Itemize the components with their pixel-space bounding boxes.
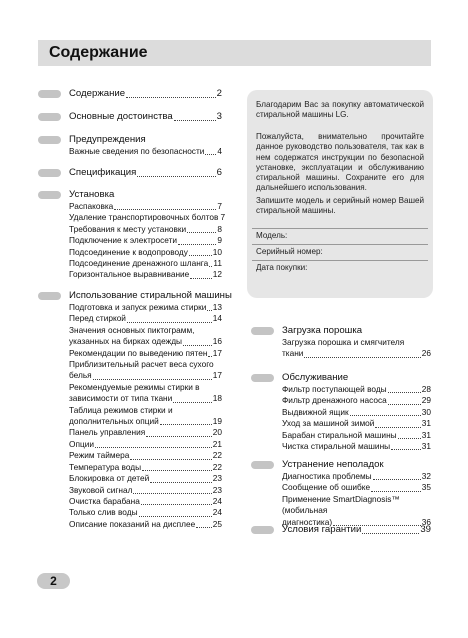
- toc-page-number: 10: [212, 246, 222, 257]
- toc-section-title: Обслуживание: [282, 372, 349, 383]
- toc-page-number: 28: [421, 384, 431, 394]
- toc-section-heading[interactable]: [38, 111, 222, 123]
- toc-entry-label-cont: указанных на бирках одежды: [69, 336, 183, 347]
- dot-leader: [196, 526, 212, 528]
- toc-page-number: 25: [212, 518, 222, 529]
- dot-leader: [178, 243, 216, 245]
- toc-entry-label: Требования к месту установки: [69, 223, 187, 234]
- toc-entry-label: Подсоединение к водопроводу: [69, 246, 188, 257]
- toc-page-number: 3: [216, 111, 222, 122]
- dot-leader: [160, 423, 212, 425]
- dot-leader: [207, 309, 211, 311]
- toc-entry-label: Применение SmartDiagnosis™ (мобильная: [282, 493, 400, 516]
- toc-page-number: 20: [212, 427, 222, 438]
- toc-entry[interactable]: [69, 507, 222, 518]
- toc-entry-label: Подготовка и запуск режима стирки: [69, 302, 207, 312]
- dot-leader: [183, 344, 212, 346]
- toc-entry-label: Звуковой сигнал: [69, 484, 133, 495]
- toc-section: [251, 524, 431, 536]
- toc-page-number: 4: [217, 146, 222, 156]
- toc-page-number: 29: [421, 395, 431, 406]
- toc-page-number: 22: [212, 450, 222, 461]
- toc-page-number: 13: [212, 302, 222, 312]
- dot-leader: [137, 175, 215, 177]
- dot-leader: [373, 478, 421, 480]
- dot-leader: [187, 231, 216, 233]
- toc-page-number: 7: [217, 201, 222, 211]
- toc-section-heading[interactable]: [251, 524, 431, 536]
- info-thanks: Благодарим Вас за покупку автоматической стиральной машины LG.: [256, 100, 424, 120]
- toc-page-number: 19: [212, 416, 222, 427]
- section-bullet-icon: [38, 169, 61, 177]
- toc-entry[interactable]: [69, 247, 222, 258]
- toc-entry[interactable]: [69, 450, 222, 461]
- toc-entry[interactable]: [69, 427, 222, 438]
- toc-section-heading[interactable]: [251, 459, 431, 471]
- dot-leader: [304, 356, 420, 358]
- toc-page-number: 39: [420, 524, 431, 535]
- section-bullet-icon: [251, 526, 274, 534]
- toc-entry-label: Загрузка порошка и смягчителя: [282, 337, 405, 347]
- dot-leader: [93, 378, 212, 380]
- toc-entry-label: Блокировка от детей: [69, 473, 150, 484]
- dot-leader: [142, 469, 212, 471]
- dot-leader: [173, 401, 211, 403]
- toc-page-number: 24: [212, 495, 222, 506]
- toc-entry[interactable]: [69, 382, 222, 405]
- section-bullet-icon: [251, 461, 274, 469]
- toc-page-number: 31: [421, 441, 431, 452]
- toc-section: [251, 325, 431, 360]
- section-bullet-icon: [38, 90, 61, 98]
- section-bullet-icon: [38, 113, 61, 121]
- toc-entry[interactable]: [69, 519, 222, 530]
- toc-page-number: 24: [212, 507, 222, 518]
- toc-entry-label: Диагностика проблемы: [282, 471, 372, 481]
- dot-leader: [388, 391, 421, 393]
- dot-leader: [375, 426, 420, 428]
- toc-entry[interactable]: [69, 325, 222, 348]
- toc-entry[interactable]: [282, 418, 431, 429]
- toc-entry[interactable]: [69, 485, 222, 496]
- dot-leader: [150, 481, 212, 483]
- toc-page-number: 23: [212, 484, 222, 495]
- toc-entry[interactable]: [282, 471, 431, 482]
- dot-leader: [130, 458, 211, 460]
- toc-section-title: Спецификация: [69, 167, 137, 178]
- section-bullet-icon: [38, 136, 61, 144]
- toc-page-number: 32: [421, 471, 431, 481]
- toc-section-heading[interactable]: [38, 167, 222, 179]
- toc-section-heading[interactable]: [38, 134, 222, 146]
- toc-section-heading[interactable]: [38, 290, 232, 302]
- toc-section: [38, 189, 226, 281]
- dot-leader: [95, 446, 212, 448]
- toc-page-number: 26: [421, 348, 431, 359]
- serial-field: Серийный номер:: [252, 244, 428, 257]
- toc-entry-label: Перед стиркой: [69, 313, 126, 324]
- toc-entry[interactable]: [69, 405, 222, 428]
- toc-section: [38, 111, 222, 123]
- toc-entry-label-cont: диагностика): [282, 516, 333, 527]
- section-bullet-icon: [38, 191, 61, 199]
- toc-page-number: 36: [421, 516, 431, 527]
- toc-entry[interactable]: [282, 395, 431, 406]
- toc-entry-label: Только слив воды: [69, 507, 138, 518]
- toc-entry-label: Описание показаний на дисплее: [69, 518, 196, 529]
- toc-section-heading[interactable]: [251, 325, 431, 337]
- toc-entry-label: Барабан стиральной машины: [282, 429, 397, 440]
- toc-page-number: 2: [216, 88, 222, 99]
- toc-entry[interactable]: [69, 439, 222, 450]
- toc-entry[interactable]: [69, 462, 222, 473]
- toc-section-heading[interactable]: [38, 189, 222, 201]
- page-title: Содержание: [49, 44, 148, 61]
- toc-entry-label: Опции: [69, 438, 94, 449]
- dot-leader: [126, 96, 216, 98]
- dot-leader: [141, 503, 212, 505]
- toc-page-number: 30: [421, 406, 431, 417]
- toc-page-number: 17: [212, 370, 222, 381]
- toc-entry-label-cont: белья: [69, 370, 92, 381]
- section-bullet-icon: [251, 374, 274, 382]
- toc-section: [38, 134, 222, 157]
- dot-leader: [388, 403, 421, 405]
- toc-section-title: Основные достоинства: [69, 111, 173, 122]
- toc-entry-label: Удаление транспортировочных болтов: [69, 212, 219, 223]
- toc-entry[interactable]: [282, 407, 431, 418]
- toc-entry[interactable]: [69, 348, 222, 359]
- toc-entry[interactable]: [69, 258, 222, 269]
- toc-section-title: Установка: [69, 189, 115, 200]
- toc-entry-label: Панель управления: [69, 427, 146, 438]
- toc-section-heading[interactable]: [38, 88, 222, 100]
- toc-entry[interactable]: [282, 494, 431, 528]
- toc-section-title: Устранение неполадок: [282, 459, 384, 470]
- toc-page-number: 31: [421, 418, 431, 429]
- toc-page-number: 16: [212, 336, 222, 347]
- toc-entry-label: Чистка стиральной машины: [282, 441, 391, 452]
- toc-page-number: 6: [216, 167, 222, 178]
- toc-entry[interactable]: [282, 384, 431, 395]
- toc-entry-label-cont: ткани: [282, 348, 304, 359]
- toc-page-number: 14: [212, 313, 222, 324]
- toc-entry-label: Важные сведения по безопасности: [69, 146, 205, 156]
- toc-entry[interactable]: [69, 224, 222, 235]
- toc-section-title: Содержание: [69, 88, 126, 99]
- dot-leader: [209, 265, 212, 267]
- toc-entry-label: Рекомендации по выведению пятен: [69, 347, 208, 358]
- page-number: 2: [50, 574, 57, 588]
- toc-entry-label: Выдвижной ящик: [282, 406, 349, 417]
- toc-page-number: 18: [212, 393, 222, 404]
- toc-page-number: 9: [217, 235, 222, 246]
- toc-page-number: 17: [212, 347, 222, 358]
- toc-section-title: Загрузка порошка: [282, 325, 363, 336]
- dot-leader: [190, 277, 211, 279]
- toc-entry[interactable]: [282, 482, 431, 493]
- toc-entry-label-cont: зависимости от типа ткани: [69, 393, 173, 404]
- dot-leader: [205, 153, 216, 155]
- dot-leader: [362, 532, 419, 534]
- dot-leader: [371, 490, 421, 492]
- toc-section-title: Использование стиральной машины: [69, 290, 232, 301]
- info-record-serial: Запишите модель и серийный номер Вашей стиральной машины.: [256, 196, 424, 216]
- toc-entry[interactable]: [69, 269, 222, 280]
- dot-leader: [174, 119, 216, 121]
- toc-section-title: Предупреждения: [69, 134, 146, 145]
- toc-entry-label: Таблица режимов стирки и: [69, 404, 173, 415]
- toc-entry[interactable]: [69, 473, 222, 484]
- toc-entry-label: Приблизительный расчет веса сухого: [69, 359, 214, 370]
- toc-section: [251, 372, 431, 452]
- toc-section: [38, 88, 222, 100]
- toc-entry-label: Распаковка: [69, 201, 114, 211]
- dot-leader: [139, 515, 212, 517]
- section-bullet-icon: [251, 327, 274, 335]
- toc-entry-label: Фильтр дренажного насоса: [282, 395, 387, 406]
- toc-page-number: 7: [220, 212, 226, 223]
- toc-entry-label: Режим таймера: [69, 450, 130, 461]
- toc-entry-label: Очистка барабана: [69, 495, 140, 506]
- section-bullet-icon: [38, 292, 61, 300]
- toc-entry[interactable]: [69, 359, 222, 382]
- toc-entry[interactable]: [282, 430, 431, 441]
- toc-entry[interactable]: [69, 313, 222, 324]
- toc-entry-label: Сообщение об ошибке: [282, 482, 371, 493]
- toc-entry[interactable]: [69, 201, 222, 212]
- toc-entry[interactable]: [69, 235, 222, 246]
- toc-section: [38, 290, 232, 530]
- toc-entry-label: Подключение к электросети: [69, 235, 178, 246]
- toc-entry-label: Значения основных пиктограмм,: [69, 324, 195, 335]
- toc-entry-label: Рекомендуемые режимы стирки в: [69, 381, 200, 392]
- toc-page-number: 35: [421, 482, 431, 493]
- toc-section-title: Условия гарантии: [282, 524, 362, 535]
- dot-leader: [208, 355, 211, 357]
- info-box: [247, 90, 433, 298]
- toc-entry-label: Температура воды: [69, 461, 142, 472]
- toc-page-number: 11: [213, 258, 222, 269]
- toc-page-number: 21: [212, 438, 222, 449]
- toc-page-number: 22: [212, 461, 222, 472]
- toc-entry[interactable]: [282, 441, 431, 452]
- toc-entry[interactable]: [69, 212, 226, 223]
- toc-entry-label: Горизонтальное выравнивание: [69, 269, 190, 280]
- toc-section-heading[interactable]: [251, 372, 431, 384]
- toc-entry[interactable]: [69, 302, 222, 313]
- toc-entry[interactable]: [282, 337, 431, 360]
- toc-section: [251, 459, 431, 528]
- dot-leader: [189, 254, 212, 256]
- info-read-manual: Пожалуйста, внимательно прочитайте данное руководство пользователя, так как в нем содержатся инструкции по безопасной установке, эксплуатации и обслуживанию стиральной машины. Сохраните его для дальнейшего использования.: [256, 132, 424, 193]
- toc-entry-label: Фильтр поступающей воды: [282, 384, 387, 394]
- dot-leader: [350, 414, 421, 416]
- page-number-badge: [37, 573, 70, 589]
- dot-leader: [398, 437, 421, 439]
- toc-entry[interactable]: [69, 146, 222, 157]
- toc-page-number: 23: [212, 473, 222, 484]
- page-header: [38, 40, 431, 66]
- toc-page-number: 8: [217, 223, 222, 234]
- dot-leader: [146, 435, 212, 437]
- dot-leader: [391, 448, 421, 450]
- toc-section: [38, 167, 222, 179]
- toc-entry-label: Подсоединение дренажного шланга: [69, 258, 209, 269]
- toc-page-number: 12: [212, 269, 222, 280]
- purchase-date-field: Дата покупки:: [252, 260, 428, 273]
- dot-leader: [127, 321, 212, 323]
- model-field: Модель:: [252, 228, 428, 241]
- toc-entry-label-cont: дополнительных опций: [69, 416, 159, 427]
- toc-entry-label: Уход за машиной зимой: [282, 418, 375, 429]
- toc-entry[interactable]: [69, 496, 222, 507]
- dot-leader: [133, 492, 211, 494]
- toc-page-number: 31: [421, 429, 431, 440]
- dot-leader: [114, 208, 216, 210]
